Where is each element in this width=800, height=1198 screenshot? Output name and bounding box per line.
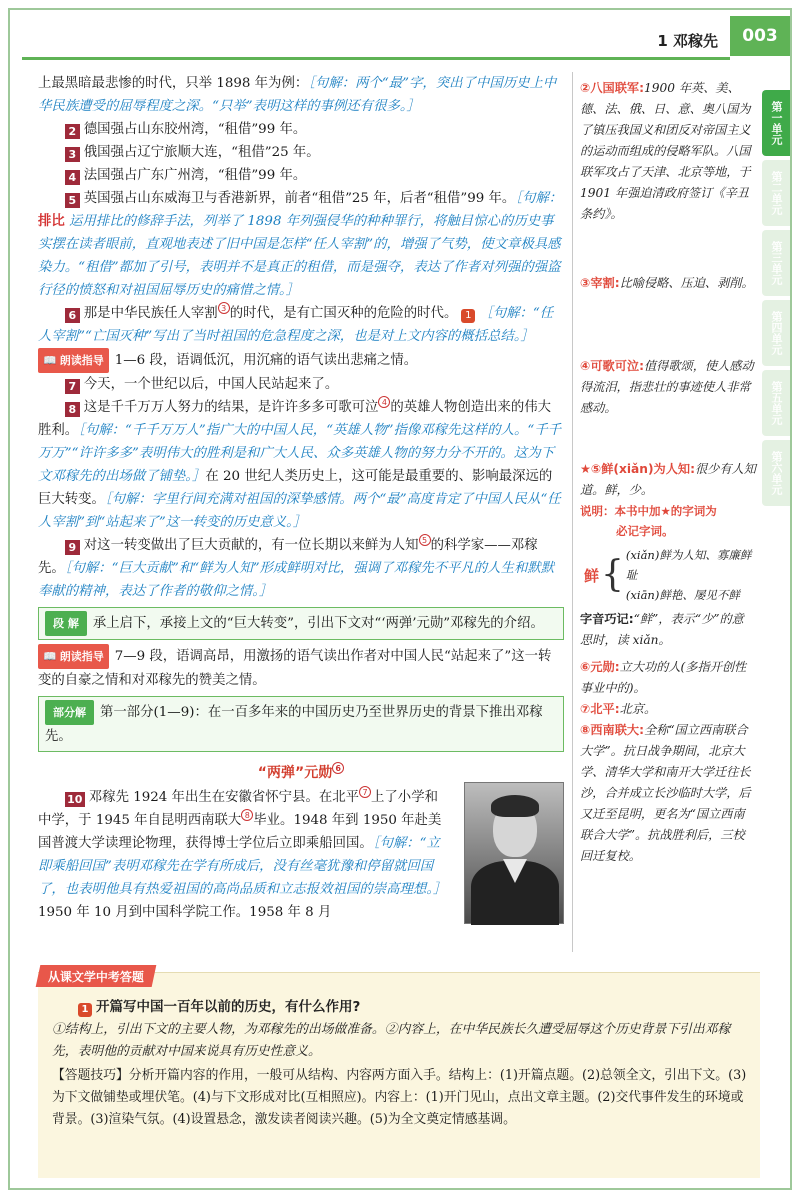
exam-question-number: 1 — [78, 1003, 92, 1017]
p10-text-c: 毕业。1948 年到 1950 年赴美国普渡大学读理论物理，获得博士学位后立即乘船回国。 — [38, 813, 442, 851]
note-6 — [580, 657, 756, 699]
note-8-title: ⑧西南联大: — [580, 723, 644, 737]
note-6-text: 立大功的人(多指开创性事业中的)。 — [580, 660, 747, 695]
paragraph-number-7: 7 — [65, 379, 80, 394]
p10-text-d: 1950 年 10 月到中国科学院工作。1958 年 8 月 — [38, 905, 332, 920]
note-7-text: 北京。 — [619, 702, 657, 716]
exam-question-text: 开篇写中国一百年以前的历史，有什么作用? — [96, 999, 361, 1015]
p8-text-a: 这是千千万万人努力的结果，是许许多多可歌可泣 — [83, 400, 379, 415]
rhetoric-tag: 排比 — [38, 214, 65, 229]
exam-answer: ①结构上，引出下文的主要人物，为邓稼先的出场做准备。②内容上，在中华民族长久遭受屈辱这个历史背景下引出邓稼先，表明他的贡献对中国来说具有历史性意义。 — [52, 1022, 731, 1059]
unit-tabs — [762, 90, 790, 510]
reading-guide-1 — [38, 348, 564, 373]
paragraph-6 — [38, 302, 564, 348]
unit-tab-4[interactable]: 第四单元 — [762, 300, 790, 366]
polyphone-lines — [626, 545, 756, 605]
paragraph-analysis-label: 段 解 — [45, 611, 87, 636]
paragraph-2 — [38, 118, 564, 141]
note-4-title: ④可歌可泣: — [580, 359, 644, 373]
exam-question-marker[interactable]: 1 — [461, 309, 475, 323]
unit-tab-2[interactable]: 第二单元 — [762, 160, 790, 226]
part-analysis-text: 第一部分(1—9)：在一百多年来的中国历史乃至世界历史的背景下推出邓稼先。 — [45, 705, 543, 744]
note-2-title: ②八国联军: — [580, 81, 644, 95]
reading-guide-2 — [38, 644, 564, 692]
p8-note-1: ［句解：“千千万万人”指广大的中国人民，“英雄人物”指像邓稼先这样的人。“千千万万”“许许多多”表明伟大的胜利是和广大人民、众多英雄人物的努力分不开的。这为下文邓稼先的出场做了铺垫。］ — [38, 423, 561, 484]
part-analysis-box — [38, 696, 564, 752]
paragraph-8 — [38, 396, 564, 534]
reading-guide-1-label: 朗读指导 — [59, 354, 104, 367]
polyphone-char: 鲜 — [584, 566, 600, 585]
unit-tab-5[interactable]: 第五单元 — [762, 370, 790, 436]
intro-text: 上最黑暗最悲惨的时代，只举 1898 年为例： — [38, 76, 309, 91]
paragraph-9 — [38, 534, 564, 603]
p9-note: ［句解：“巨大贡献”和“鲜为人知”形成鲜明对比，强调了邓稼先不平凡的人生和默默奉献的精神，表达了作者的敬仰之情。］ — [38, 561, 555, 599]
exam-answer-section — [38, 969, 760, 1178]
p10-note: ［句解：“立即乘船回国”表明邓稼先在学有所成后，没有丝毫犹豫和停留就回国了，也表明他具有热爱祖国的高尚品质和立志报效祖国的崇高理想。］ — [38, 836, 447, 897]
unit-tab-1[interactable]: 第一单元 — [762, 90, 790, 156]
note-5-explain-a: 说明：本书中加★的字词为 — [580, 504, 717, 518]
memory-tip — [580, 609, 756, 651]
note-5-explain-b: 必记字词。 — [616, 524, 674, 538]
footnote-marker-8[interactable]: 8 — [241, 809, 253, 821]
chapter-title: 1 邓稼先 — [657, 32, 718, 50]
p6-text-b: 的时代，是有亡国灭种的危险的时代。 — [229, 306, 458, 321]
polyphone-line-1: (xiǎn)鲜为人知、寡廉鲜耻 — [625, 548, 752, 582]
p10-text-b: 上了小学和中学，于 1945 年自昆明西南联大 — [38, 790, 438, 828]
paragraph-number-4: 4 — [65, 170, 80, 185]
section-title-text: “两弹”元勋 — [257, 765, 333, 781]
note-4 — [580, 356, 756, 419]
portrait-photo — [464, 782, 564, 924]
book-icon: 📖 — [43, 650, 57, 663]
unit-tab-6[interactable]: 第六单元 — [762, 440, 790, 506]
main-text-column — [38, 72, 564, 924]
p7-text: 今天，一个世纪以后，中国人民站起来了。 — [83, 377, 339, 392]
brace: { — [601, 554, 624, 595]
paragraph-intro — [38, 72, 564, 118]
polyphone-bracket — [584, 545, 756, 605]
note-2 — [580, 78, 756, 225]
reading-guide-1-text: 1—6 段，语调低沉，用沉痛的语气读出悲痛之情。 — [114, 353, 418, 368]
paragraph-7 — [38, 373, 564, 396]
paragraph-number-9: 9 — [65, 540, 80, 555]
p10-text-a: 邓稼先 1924 年出生在安徽省怀宁县。在北平 — [88, 790, 360, 805]
footnote-marker-4[interactable]: 4 — [378, 396, 390, 408]
note-3 — [580, 273, 756, 294]
note-8 — [580, 720, 756, 867]
note-2-text: 1900 年英、美、德、法、俄、日、意、奥八国为了镇压我国义和团反对帝国主义的运动而组成的侵略军队。八国联军攻占了天津、北京等地，于 1901 年强迫清政府签订《辛丑条约》。 — [580, 81, 751, 221]
note-7 — [580, 699, 756, 720]
p9-text-b: 的科学家——邓稼先。 — [38, 538, 538, 576]
paragraph-10 — [38, 786, 450, 924]
footnote-marker-5[interactable]: 5 — [419, 534, 431, 546]
unit-tab-3[interactable]: 第三单元 — [762, 230, 790, 296]
page-number: 003 — [730, 16, 790, 56]
exam-section-tab — [36, 965, 157, 987]
paragraph-number-5: 5 — [65, 193, 80, 208]
reading-guide-label-2 — [38, 644, 109, 669]
exam-question — [78, 995, 360, 1017]
paragraph-analysis-box — [38, 607, 564, 640]
polyphone-line-2: (xiān)鲜艳、屡见不鲜 — [625, 588, 740, 602]
paragraph-number-6: 6 — [65, 308, 80, 323]
p3-text: 俄国强占辽宁旅顺大连，“租借”25 年。 — [83, 145, 320, 160]
p6-note: ［句解：“任人宰割”“亡国灭种”写出了当时祖国的危急程度之深，也是对上文内容的概括总结。］ — [38, 306, 554, 344]
paragraph-analysis-text: 承上启下，承接上文的“巨大转变”，引出下文对“‘两弹’元勋”邓稼先的介绍。 — [92, 616, 544, 631]
note-3-title: ③宰割: — [580, 276, 620, 290]
paragraph-number-8: 8 — [65, 402, 80, 417]
section-title — [38, 762, 564, 782]
note-4-text: 值得歌颂，使人感动得流泪，指悲壮的事迹使人非常感动。 — [580, 359, 754, 415]
p8-text-b: 的英雄人物创造出来的伟大胜利。 — [38, 400, 552, 438]
reading-guide-2-label: 朗读指导 — [59, 650, 104, 663]
paragraph-number-10: 10 — [65, 792, 85, 807]
exam-tips: 【答题技巧】分析开篇内容的作用，一般可从结构、内容两方面入手。结构上：(1)开篇点题。(2)总领全文，引出下文。(3)为下文做铺垫或埋伏笔。(4)与下文形成对比(互相照应)。内容上：(1)开门见山，点出文章主题。(2)交代事件发生的环境或背景。(3)渲染气氛。(4)设置悬念，激发读者阅读兴趣。(5)为全文奠定情感基调。 — [52, 1068, 747, 1127]
paragraph-number-2: 2 — [65, 124, 80, 139]
page-header — [10, 10, 790, 60]
p5-text: 英国强占山东威海卫与香港新界，前者“租借”25 年，后者“租借”99 年。 — [83, 191, 516, 206]
intro-note: ［句解：两个“最”字，突出了中国历史上中华民族遭受的屈辱程度之深。“只举”表明这样的事例还有很多。］ — [38, 76, 557, 114]
note-3-text: 比喻侵略、压迫、剥削。 — [619, 276, 754, 290]
note-5-text: 很少有人知道。鲜，少。 — [580, 462, 756, 497]
p5-note-prefix: ［句解： — [515, 191, 563, 206]
footnote-marker-7[interactable]: 7 — [359, 786, 371, 798]
reading-guide-2-text: 7—9 段，语调高昂，用激扬的语气读出作者对中国人民“站起来了”这一转变的自豪之情和对邓稼先的赞美之情。 — [38, 649, 552, 688]
note-7-title: ⑦北平: — [580, 702, 620, 716]
book-icon: 📖 — [43, 354, 57, 367]
p8-text-c: 在 20 世纪人类历史上，这可能是最重要的、影响最深远的巨大转变。 — [38, 469, 553, 507]
footnote-marker-3[interactable]: 3 — [218, 302, 230, 314]
paragraph-5 — [38, 187, 564, 302]
header-divider — [22, 57, 730, 60]
note-5-explain — [580, 501, 756, 541]
photo-hair — [491, 795, 539, 817]
p2-text: 德国强占山东胶州湾，“租借”99 年。 — [83, 122, 307, 137]
p8-note-2: ［句解：字里行间充满对祖国的深挚感情。两个“最”高度肯定了中国人民从“任人宰割”到“站起来了”这一转变的历史意义。］ — [38, 492, 561, 530]
memory-tip-title: 字音巧记: — [580, 612, 634, 626]
note-5 — [580, 459, 756, 501]
paragraph-4 — [38, 164, 564, 187]
footnote-marker-6[interactable]: 6 — [332, 762, 344, 774]
note-8-text: 全称“国立西南联合大学”。抗日战争期间，北京大学、清华大学和南开大学迁往长沙，合并成立长沙临时大学，后又迁至昆明，更名为“国立西南联合大学”。抗战胜利后，三校回迁复校。 — [580, 723, 751, 863]
note-5-title: ★⑤鲜(xiǎn)为人知: — [580, 462, 695, 476]
exam-tab-text: 从课文学中考答题 — [48, 969, 145, 984]
side-notes — [580, 78, 756, 867]
part-analysis-label: 部分解 — [45, 700, 94, 725]
p4-text: 法国强占广东广州湾，“租借”99 年。 — [83, 168, 307, 183]
paragraph-3 — [38, 141, 564, 164]
p9-text-a: 对这一转变做出了巨大贡献的，有一位长期以来鲜为人知 — [83, 538, 419, 553]
paragraph-number-3: 3 — [65, 147, 80, 162]
p5-note: 运用排比的修辞手法，列举了 1898 年列强侵华的种种罪行，将触目惊心的历史事实摆在读者眼前，直观地表述了旧中国是怎样“任人宰割”的，增强了气势，使文章极具感染力。“租借”都加了引号，表明并不是真正的租借，而是强夺，表达了作者对列强的强盗行径的愤怒和对祖国屈辱历史的痛惜之情。］ — [38, 214, 561, 298]
reading-guide-label — [38, 348, 109, 373]
p6-text-a: 那是中华民族任人宰割 — [83, 306, 218, 321]
textbook-page — [8, 8, 792, 1190]
memory-tip-text: “鲜”，表示“少”的意思时，读 xiǎn。 — [580, 612, 744, 647]
note-6-title: ⑥元勋: — [580, 660, 620, 674]
paragraph-10-wrap — [38, 786, 564, 924]
column-divider — [572, 72, 573, 952]
